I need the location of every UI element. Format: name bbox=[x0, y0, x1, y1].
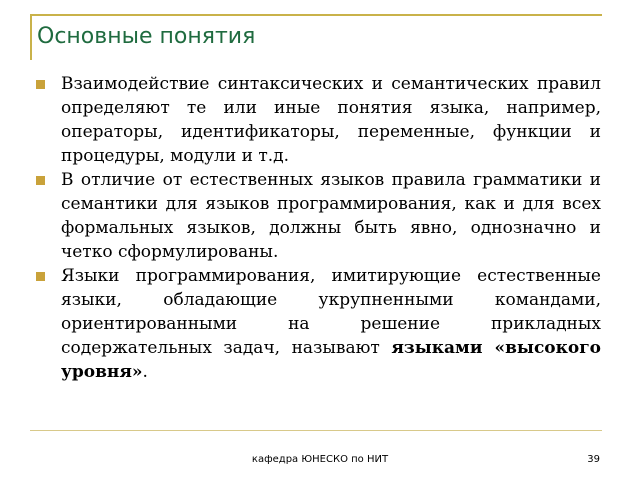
bullet-tail: . bbox=[142, 362, 148, 382]
bullet-text: Языки программирования, имитирующие естественные языки, обладающие укрупненными командами, ориентированными на решение прикладных содержательных задач, называют bbox=[61, 266, 601, 358]
bullet-list bbox=[36, 72, 601, 384]
footer-page-number: 39 bbox=[587, 454, 600, 465]
bullet-square-icon bbox=[36, 176, 45, 185]
slide-frame-top-rule bbox=[30, 14, 602, 16]
bullet-item bbox=[36, 168, 601, 264]
footer-department: кафедра ЮНЕСКО по НИТ bbox=[251, 454, 389, 465]
bullet-bold-term: языками «высокого уровня» bbox=[61, 338, 602, 382]
bullet-square-icon bbox=[36, 80, 45, 89]
bullet-text: В отличие от естественных языков правила грамматики и семантики для языков программирования, как и для всех формальных языков, должны быть явно, однозначно и четко сформулированы. bbox=[61, 170, 601, 262]
footer-rule bbox=[30, 430, 602, 431]
slide-title: Основные понятия bbox=[37, 24, 256, 49]
bullet-square-icon bbox=[36, 272, 45, 281]
bullet-item bbox=[36, 72, 601, 168]
bullet-text: Взаимодействие синтаксических и семантических правил определяют те или иные понятия языка, например, операторы, идентификаторы, переменные, функции и процедуры, модули и т.д. bbox=[61, 74, 601, 166]
bullet-item bbox=[36, 264, 601, 384]
slide-frame-left-rule bbox=[30, 14, 32, 60]
